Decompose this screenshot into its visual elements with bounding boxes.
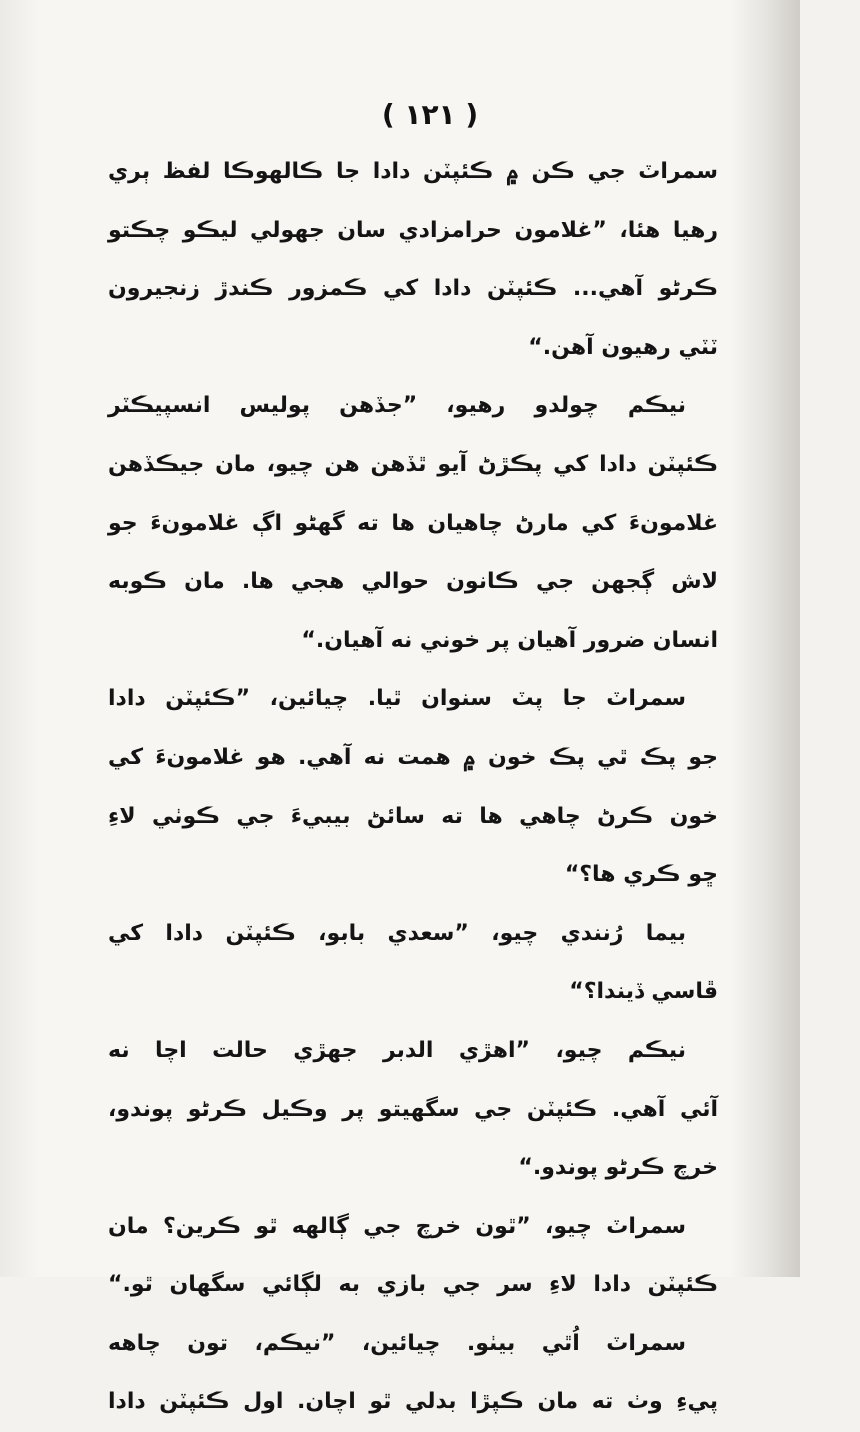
text-line: ڪئپٽن دادا کي پڪڙڻ آيو ٿڏهن هن چيو، مان جيڪڏهن <box>108 451 718 477</box>
text-line: انسان ضرور آهيان پر خوني نه آهيان.“ <box>301 627 718 653</box>
text-line: رهيا هئا، ”غلامون حرامزادي سان جهولي ليڪو چڪتو <box>108 217 718 243</box>
text-line: غلامونءَ کي مارڻ چاهيان ها ته گهڻو اڳ غلامونءَ جو <box>108 510 718 536</box>
page-number: ( ۱۲۱ ) <box>381 98 479 131</box>
text-line: لاش ڳجهن جي ڪانون حوالي هجي ها. مان ڪوبه <box>108 569 718 595</box>
text-line: خرچ ڪرڻو پوندو.“ <box>518 1155 718 1181</box>
text-line: سمراٽ جي ڪن ۾ ڪئپٽن دادا جا ڪالهوڪا لفظ ٻري <box>108 159 718 184</box>
page-gutter-shadow <box>0 0 40 1277</box>
text-line: ٽٽي رهيون آهن.“ <box>528 334 718 360</box>
text-line: نيڪم چولدو رهيو، ”جڏهن پوليس انسپيڪٽر <box>108 393 686 419</box>
text-line: پيءِ وٺ ته مان ڪپڙا بدلي ٿو اچان. اول ڪئپٽن دادا <box>108 1389 718 1415</box>
text-line: بيما رُنندي چيو، ”سعدي بابو، ڪئپٽن دادا کي <box>108 920 686 946</box>
text-line: نيڪم چيو، ”اهڙي الدبر جهڙي حالت اچا نه <box>108 1037 686 1063</box>
text-line: ڪئپٽن دادا لاءِ سر جي بازي به لڳائي سگهان ٿو.“ <box>108 1272 718 1298</box>
text-line: سمراٽ چيو، ”ٿون خرچ جي ڳالهه ٿو ڪرين؟ مان <box>108 1213 686 1239</box>
text-line: سمراٽ جا پٽ سنوان ٿيا. چيائين، ”ڪئپٽن دادا <box>108 686 686 712</box>
text-line: جو پڪ ٿي پڪ خون ۾ همت نه آهي. هو غلامونءَ کي <box>108 744 718 770</box>
page-edge-shadow <box>730 0 800 1277</box>
text-line: ڦاسي ڏيندا؟“ <box>569 979 718 1005</box>
text-line: آئي آهي. ڪئپٽن جي سگهيتو پر وڪيل ڪرڻو پوندو، <box>108 1096 718 1122</box>
text-line: ڪرڻو آهي... ڪئپٽن دادا کي ڪمزور ڪندڙ زنجيرون <box>108 276 718 302</box>
text-line: ڇو ڪري ها؟“ <box>564 862 718 888</box>
body-text <box>108 143 718 1432</box>
text-line: خون ڪرڻ چاهي ها ته سائڻ بيبيءَ جي ڪوٺي لاءِ <box>108 803 718 829</box>
text-line: سمراٽ اُٿي بيٺو. چيائين، ”نيڪم، تون چاهه <box>108 1330 686 1356</box>
